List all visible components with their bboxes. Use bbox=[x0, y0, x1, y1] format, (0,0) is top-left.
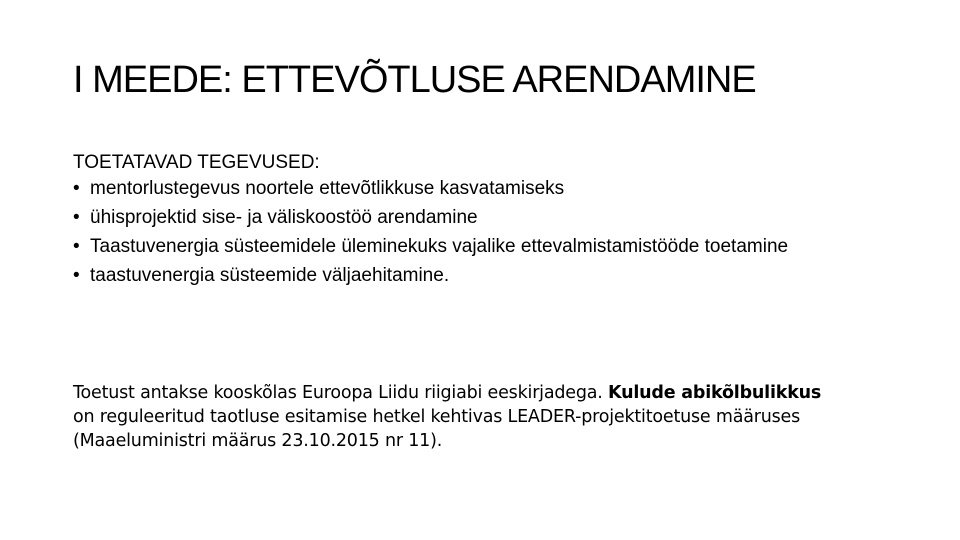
list-item-text: mentorlustegevus noortele ettevõtlikkuse kasvatamiseks bbox=[90, 178, 565, 199]
list-item-text: ühisprojektid sise- ja väliskoostöö arendamine bbox=[90, 207, 478, 228]
activities-heading: TOETATAVAD TEGEVUSED: bbox=[73, 152, 320, 173]
bullet-icon: • bbox=[73, 207, 80, 228]
list-item bbox=[73, 177, 893, 201]
activities-list bbox=[73, 177, 893, 288]
list-item bbox=[73, 235, 893, 259]
eligibility-paragraph bbox=[73, 381, 833, 453]
paragraph-text-start: Toetust antakse kooskõlas Euroopa Liidu riigiabi eeskirjadega. bbox=[73, 383, 609, 403]
paragraph-text-end: on reguleeritud taotluse esitamise hetkel kehtivas LEADER-projektitoetuse määruses (Maaeluministri määrus 23.10.2015 nr 11). bbox=[73, 407, 801, 451]
list-item-text: Taastuvenergia süsteemidele üleminekuks vajalike ettevalmistamistööde toetamine bbox=[90, 236, 789, 257]
list-item-text: taastuvenergia süsteemide väljaehitamine. bbox=[90, 265, 450, 286]
paragraph-bold-text: Kulude abikõlbulikkus bbox=[608, 383, 822, 403]
bullet-icon: • bbox=[73, 236, 80, 257]
bullet-icon: • bbox=[73, 265, 80, 286]
slide-title: I MEEDE: ETTEVÕTLUSE ARENDAMINE bbox=[73, 59, 756, 101]
list-item bbox=[73, 206, 893, 230]
slide-content bbox=[73, 148, 893, 451]
list-item bbox=[73, 264, 893, 288]
bullet-icon: • bbox=[73, 178, 80, 199]
